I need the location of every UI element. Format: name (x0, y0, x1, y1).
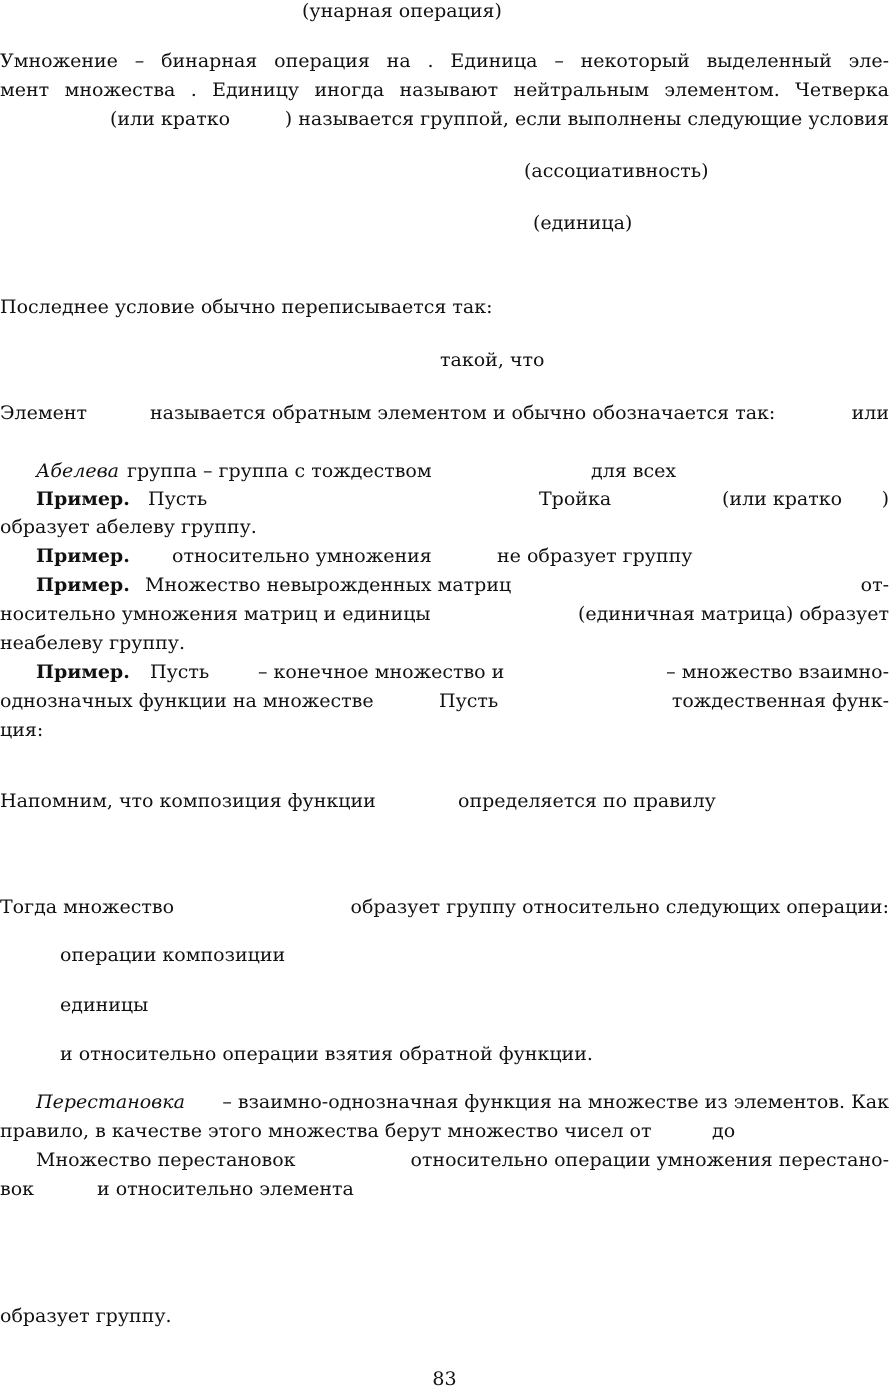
text-nonabelian: неабелеву группу. (0, 632, 185, 654)
text-paren: ) (881, 488, 889, 510)
text-forms-group: образует группу. (0, 1305, 172, 1327)
paragraph-line (0, 81, 889, 100)
word: мент (0, 79, 50, 101)
word: некоторый (580, 50, 690, 72)
text-nondegenerate: Множество невырожденных матриц (145, 574, 512, 596)
text-tion: ция: (0, 719, 44, 741)
text-unit: (единица) (533, 212, 633, 234)
text-or: или (851, 402, 889, 424)
word: . (427, 50, 434, 72)
text-bijections: – множество взаимно- (666, 661, 889, 683)
text-as-rule: правило, в качестве этого множества берут множество чисел от (0, 1120, 652, 1142)
paragraph-line (0, 52, 889, 71)
word: элементом. (664, 79, 780, 101)
word: Четверка (795, 79, 889, 101)
text-composition-op: операции композиции (60, 944, 286, 966)
text-matrix-mult: носительно умножения матриц и единицы (0, 603, 431, 625)
example-label: Пример. (36, 488, 130, 510)
text-wrt-element: и относительно элемента (97, 1178, 354, 1200)
word: множества (64, 79, 176, 101)
text-not-group: не образует группу (497, 545, 693, 567)
text-inverse-op: и относительно операции взятия обратной функции. (60, 1043, 593, 1065)
text-triple: Тройка (539, 488, 612, 510)
text-let: Пусть (439, 690, 499, 712)
text-abelian-def: группа – группа с тождеством (127, 460, 432, 482)
text-perm-mult: относительно операции умножения перестано- (410, 1149, 889, 1171)
text-for-all: для всех (591, 460, 677, 482)
word: операция (274, 50, 370, 72)
word: иногда (314, 79, 385, 101)
word: на (386, 50, 411, 72)
text-wrt-mult: относительно умножения (172, 545, 432, 567)
word: Умножение (0, 50, 118, 72)
text-such-that: такой, что (440, 349, 545, 371)
text-identity-function: тождественная функ- (671, 690, 889, 712)
word: – (134, 50, 145, 72)
word: . (190, 79, 197, 101)
text-associativity: (ассоциативность) (524, 160, 709, 182)
term-abelian: Абелева (36, 460, 119, 482)
text-perm-set: Множество перестановок (36, 1149, 296, 1171)
text-last-condition: Последнее условие обычно переписывается так: (0, 296, 493, 318)
text-element: Элемент (0, 402, 88, 424)
text-identity-matrix: (единичная матрица) образует (577, 603, 889, 625)
text-functions-on-set: однозначных функции на множестве (0, 690, 374, 712)
text-forms-group-ops: образует группу относительно следующих операции: (350, 896, 889, 918)
word: нейтральным (513, 79, 650, 101)
text-finite-set: – конечное множество и (258, 661, 505, 683)
page-number: 83 (432, 1368, 457, 1390)
text-let: Пусть (150, 661, 210, 683)
text-vok: вок (0, 1178, 35, 1200)
word: Единицу (212, 79, 300, 101)
text-then-set: Тогда множество (0, 896, 175, 918)
text-inverse-element: называется обратным элементом и обычно обозначается так: (150, 402, 776, 424)
text-forms-abelian: образует абелеву группу. (0, 516, 257, 538)
text-or-briefly: (или кратко (110, 108, 231, 130)
word: выделенный (706, 50, 832, 72)
text-units: единицы (60, 994, 149, 1016)
word: эле- (848, 50, 889, 72)
text-hyphen-ot: от- (860, 574, 889, 596)
example-label: Пример. (36, 574, 130, 596)
word: бинарная (161, 50, 258, 72)
word: Единица (450, 50, 538, 72)
text-group-definition: ) называется группой, если выполнены следующие условия (284, 108, 889, 130)
example-label: Пример. (36, 545, 130, 567)
text-let: Пусть (148, 488, 208, 510)
term-permutation: Перестановка (36, 1091, 185, 1113)
text-composition: Напомним, что композиция функции (0, 790, 376, 812)
text-defined-by-rule: определяется по правилу (458, 790, 716, 812)
text-unary-operation: (унарная операция) (302, 0, 502, 22)
word: – (554, 50, 564, 72)
word: называют (399, 79, 499, 101)
text-or-briefly: (или кратко (722, 488, 843, 510)
text-to: до (712, 1120, 736, 1142)
example-label: Пример. (36, 661, 130, 683)
text-permutation-def: – взаимно-однозначная функция на множестве из элементов. Как (222, 1091, 889, 1113)
